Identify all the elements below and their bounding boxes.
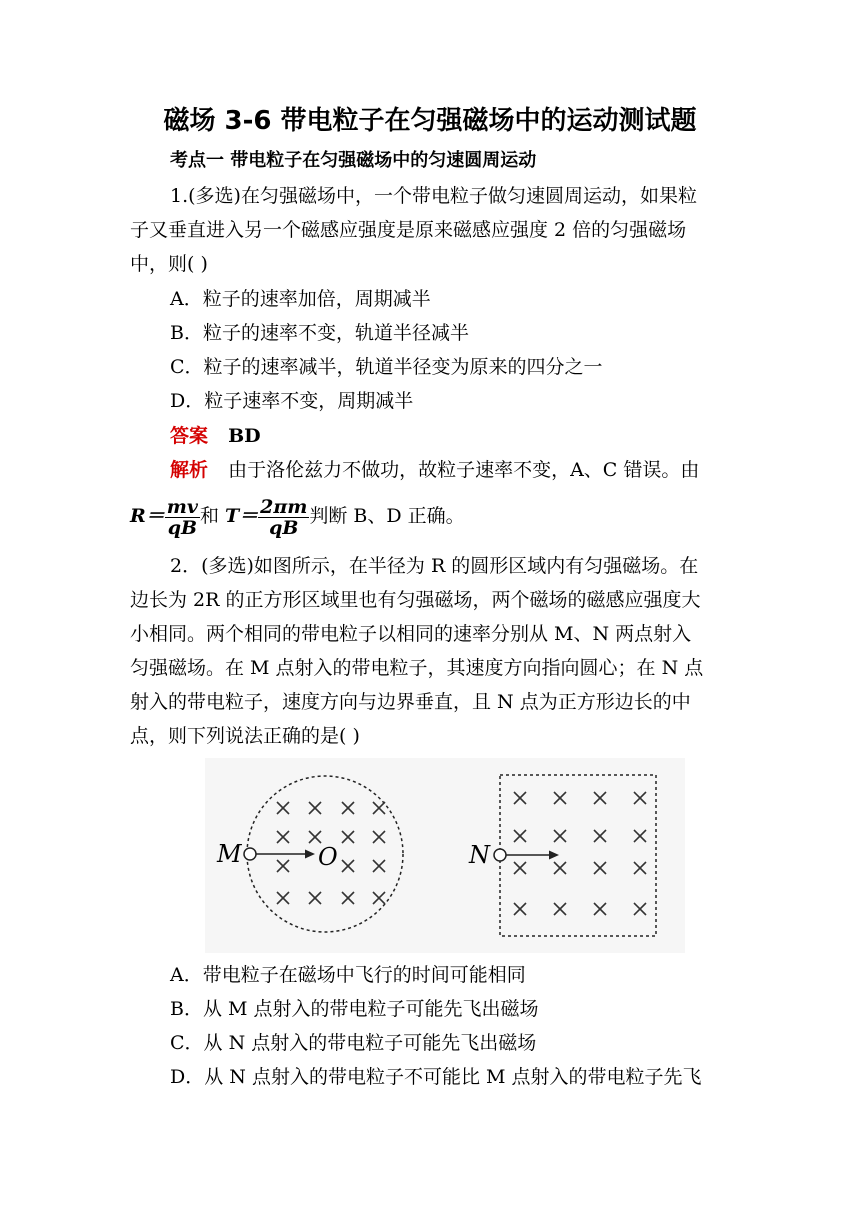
field-cross-mark (514, 792, 526, 804)
field-cross-mark (342, 831, 354, 843)
analysis-conclusion: 判断 B、D 正确。 (309, 505, 465, 527)
q1-answer (170, 419, 770, 453)
q2-option-b: B．从 M 点射入的带电粒子可能先飞出磁场 (170, 998, 539, 1020)
field-cross-mark (277, 892, 289, 904)
field-cross-mark (373, 831, 385, 843)
field-cross-mark (277, 802, 289, 814)
field-cross-mark (514, 830, 526, 842)
q2-stem-line-1: 2．(多选)如图所示，在半径为 R 的圆形区域内有匀强磁场。在 (170, 555, 699, 577)
label-n: N (469, 841, 490, 869)
q2-stem-line-6: 点，则下列说法正确的是( ) (130, 725, 360, 747)
field-cross-mark (514, 903, 526, 915)
q1-option-c: C．粒子的速率减半，轨道半径变为原来的四分之一 (170, 356, 603, 378)
q2-stem-line-3: 小相同。两个相同的带电粒子以相同的速率分别从 M、N 两点射入 (130, 623, 692, 645)
field-cross-mark (309, 892, 321, 904)
magnetic-field-figure (205, 758, 685, 953)
field-cross-mark (342, 802, 354, 814)
field-cross-mark (373, 802, 385, 814)
field-cross-mark (634, 792, 646, 804)
field-cross-mark (373, 860, 385, 872)
formula-t: T＝ (225, 505, 259, 527)
field-cross-mark (634, 862, 646, 874)
q2-option-a: A．带电粒子在磁场中飞行的时间可能相同 (170, 964, 526, 986)
formula-and: 和 (199, 505, 225, 527)
square-field-crosses (514, 792, 646, 915)
field-cross-mark (634, 903, 646, 915)
q1-analysis-line-1 (170, 453, 770, 487)
fraction-mv-over-qb (165, 497, 200, 538)
field-cross-mark (309, 802, 321, 814)
field-cross-mark (594, 792, 606, 804)
q2-stem-line-4: 匀强磁场。在 M 点射入的带电粒子，其速度方向指向圆心；在 N 点 (130, 657, 704, 679)
fraction-numerator: 2πm (260, 495, 308, 518)
velocity-arrowhead-m (305, 850, 315, 859)
fraction-2pim-over-qb (258, 497, 309, 538)
formula-r: R＝ (130, 505, 165, 527)
q2-stem-line-2: 边长为 2R 的正方形区域里也有匀强磁场，两个磁场的磁感应强度大 (130, 589, 701, 611)
field-cross-mark (554, 903, 566, 915)
field-cross-mark (554, 830, 566, 842)
field-cross-mark (594, 903, 606, 915)
q2-option-c: C．从 N 点射入的带电粒子可能先飞出磁场 (170, 1032, 537, 1054)
point-m-marker (244, 848, 256, 860)
field-cross-mark (634, 830, 646, 842)
label-o: O (318, 843, 338, 871)
fraction-numerator: mv (166, 495, 198, 518)
analysis-text: 由于洛伦兹力不做功，故粒子速率不变，A、C 错误。由 (228, 459, 700, 481)
field-cross-mark (277, 831, 289, 843)
point-n-marker (494, 849, 506, 861)
field-cross-mark (277, 860, 289, 872)
analysis-label: 解析 (170, 459, 209, 481)
field-cross-mark (342, 860, 354, 872)
fraction-denominator: qB (269, 516, 299, 539)
section-heading: 考点一 带电粒子在匀强磁场中的匀速圆周运动 (170, 150, 537, 171)
answer-label: 答案 (170, 425, 209, 447)
field-cross-mark (342, 892, 354, 904)
q1-option-b: B．粒子的速率不变，轨道半径减半 (170, 322, 469, 344)
q1-analysis-line-2 (130, 494, 730, 538)
q1-stem-line-3: 中，则( ) (130, 253, 208, 275)
page-title: 磁场 3-6 带电粒子在匀强磁场中的运动测试题 (163, 106, 697, 136)
q1-stem-line-2: 子又垂直进入另一个磁感应强度是原来磁感应强度 2 倍的匀强磁场 (130, 219, 687, 241)
q1-option-d: D．粒子速率不变，周期减半 (170, 390, 414, 412)
fraction-denominator: qB (167, 516, 198, 539)
q1-stem-line-1: 1.(多选)在匀强磁场中，一个带电粒子做匀速圆周运动，如果粒 (170, 185, 697, 207)
field-cross-mark (554, 792, 566, 804)
field-cross-mark (373, 892, 385, 904)
velocity-arrowhead-n (549, 851, 559, 860)
field-cross-mark (309, 831, 321, 843)
field-cross-mark (594, 830, 606, 842)
answer-value: BD (228, 425, 261, 447)
field-cross-mark (594, 862, 606, 874)
field-cross-mark (554, 862, 566, 874)
label-m: M (217, 840, 242, 868)
q2-stem-line-5: 射入的带电粒子，速度方向与边界垂直，且 N 点为正方形边长的中 (130, 691, 691, 713)
field-cross-mark (514, 862, 526, 874)
q2-option-d: D．从 N 点射入的带电粒子不可能比 M 点射入的带电粒子先飞 (170, 1066, 702, 1088)
q1-option-a: A．粒子的速率加倍，周期减半 (170, 288, 431, 310)
